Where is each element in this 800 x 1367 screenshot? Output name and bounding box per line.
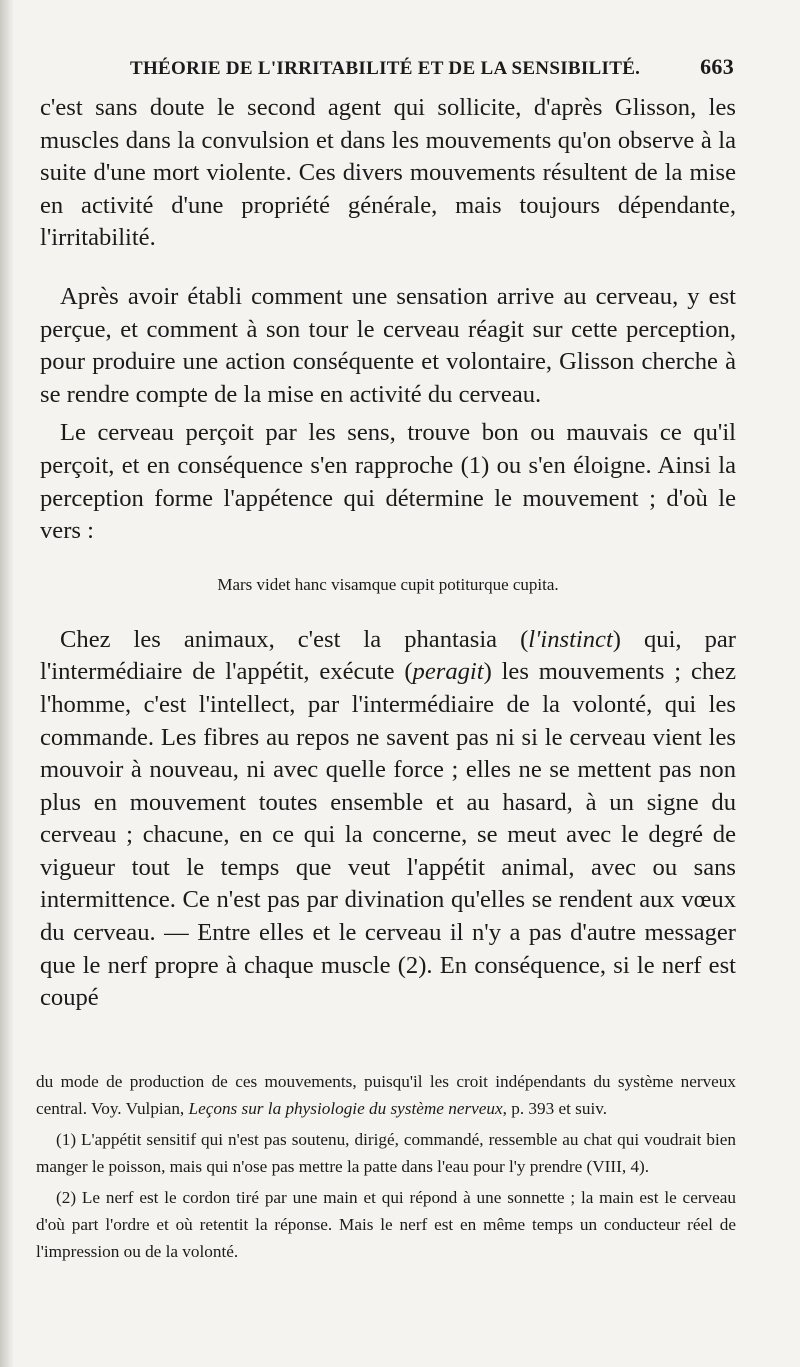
footnote-book-title: Leçons sur la physiologie du système nerveux [188,1099,503,1118]
paragraph-3: Le cerveau perçoit par les sens, trouve bon ou mauvais ce qu'il perçoit, et en conséquence s'en rapproche (1) ou s'en éloigne. Ainsi la perception forme l'appétence qui détermine le mouvement ; d'où le vers : [40,419,736,545]
footnote-1: (1) L'appétit sensitif qui n'est pas soutenu, dirigé, commandé, ressemble au chat qui voudrait bien manger le poisson, mais qui n'ose pas mettre la patte dans l'eau pour l'y prendre (VIII, 4). [36,1130,736,1176]
paragraph-4-part-b: ) qui, par l'intermédiaire de l'appétit, exécute ( [40,625,736,686]
paragraph-1: c'est sans doute le second agent qui sollicite, d'après Glisson, les muscles dans la convulsion et dans les mouvements qu'on observe à la suite d'une mort violente. Ces divers mouvements résultent de la mise en activité d'une propriété générale, mais toujours dépendante, l'irritabilité. [40,94,736,252]
main-text [40,92,736,1015]
verse-quote: Mars videt hanc visamque cupit potiturque cupita. [217,574,559,594]
page-number: 663 [700,54,734,79]
paragraph-4 [40,624,736,1015]
italic-instinct: l'instinct [528,625,613,653]
footnote-continuation-b: , p. 393 et suiv. [502,1099,608,1118]
page-gutter-shadow [0,0,14,1367]
footnotes [36,1068,736,1265]
paragraph-4-part-a: Chez les animaux, c'est la phantasia ( [60,625,529,653]
running-title: THÉORIE DE L'IRRITABILITÉ ET DE LA SENSIBILITÉ. [130,58,641,79]
paragraph-2: Après avoir établi comment une sensation arrive au cerveau, y est perçue, et comment à son tour le cerveau réagit sur cette perception, pour produire une action conséquente et volontaire, Glisson cherche à se rendre compte de la mise en activité du cerveau. [40,282,736,408]
footnote-continuation-a: du mode de production de ces mouvements, puisqu'il les croit indépendants du système nerveux central. Voy. Vulpian, [36,1072,736,1118]
footnote-continuation [36,1068,736,1122]
paragraph-4-part-c: ) les mouvements ; chez l'homme, c'est l'intellect, par l'intermédiaire de la volonté, qui les commande. Les fibres au repos ne savent pas ni si le cerveau vient les mouvoir à nouveau, ni avec quelle force ; elles ne se mettent pas non plus en mouvement toutes ensemble et au hasard, à un signe du cerveau ; chacune, en ce qui la concerne, se meut avec le degré de vigueur tout le temps que veut l'appétit animal, avec ou sans intermittence. Ce n'est pas par divination qu'elles se rendent aux vœux du cerveau. — Entre elles et le cerveau il n'y a pas d'autre messager que le nerf propre à chaque muscle (2). En conséquence, si le nerf est coupé [40,658,736,1012]
running-header [130,52,736,82]
italic-peragit: peragit [412,658,484,686]
footnote-2: (2) Le nerf est le cordon tiré par une main et qui répond à une sonnette ; la main est le cerveau d'où part l'ordre et où retentit la réponse. Mais le nerf est en même temps un conducteur réel de l'impression ou de la volonté. [36,1188,736,1261]
